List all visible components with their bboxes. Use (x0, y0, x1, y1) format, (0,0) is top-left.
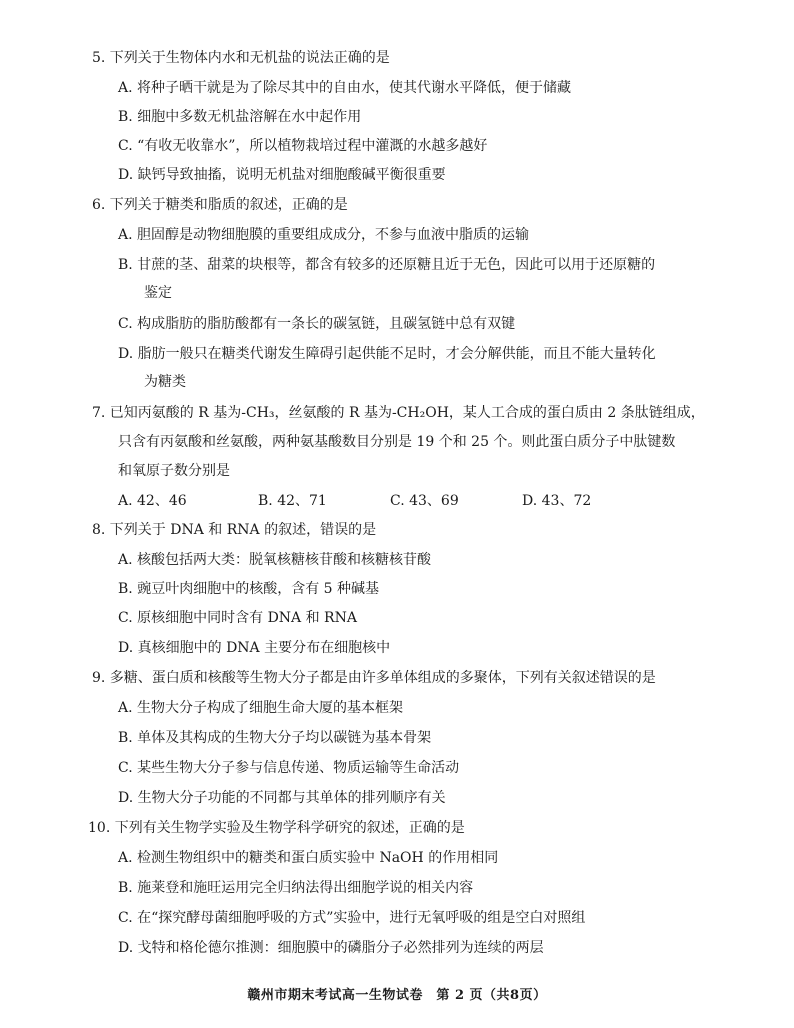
question-6-option-d: D. 脂肪一般只在糖类代谢发生障碍引起供能不足时，才会分解供能，而且不能大量转化 (118, 346, 656, 362)
question-7-option-a: A. 42、46 (118, 493, 187, 509)
page-footer: 赣州市期末考试高一生物试卷 第 2 页（共8页） (247, 988, 547, 1003)
question-7-option-c: C. 43、69 (390, 493, 459, 509)
question-8-option-c: C. 原核细胞中同时含有 DNA 和 RNA (118, 610, 357, 626)
question-5-stem: 5. 下列关于生物体内水和无机盐的说法正确的是 (92, 50, 390, 66)
question-10-option-c: C. 在“探究酵母菌细胞呼吸的方式”实验中，进行无氧呼吸的组是空白对照组 (118, 910, 586, 926)
question-10-option-d: D. 戈特和格伦德尔推测：细胞膜中的磷脂分子必然排列为连续的两层 (118, 940, 544, 956)
question-10-option-a: A. 检测生物组织中的糖类和蛋白质实验中 NaOH 的作用相同 (118, 850, 499, 866)
question-9-stem: 9. 多糖、蛋白质和核酸等生物大分子都是由许多单体组成的多聚体，下列有关叙述错误的是 (92, 670, 656, 686)
question-9-option-a: A. 生物大分子构成了细胞生命大厦的基本框架 (118, 700, 404, 716)
question-5-option-d: D. 缺钙导致抽搐，说明无机盐对细胞酸碱平衡很重要 (118, 167, 446, 183)
question-10-stem: 10. 下列有关生物学实验及生物学科学研究的叙述，正确的是 (88, 820, 465, 836)
question-5-option-c: C. “有收无收靠水”，所以植物栽培过程中灌溉的水越多越好 (118, 138, 488, 154)
question-10-option-b: B. 施莱登和施旺运用完全归纳法得出细胞学说的相关内容 (118, 880, 474, 896)
question-9-option-b: B. 单体及其构成的生物大分子均以碳链为基本骨架 (118, 730, 432, 746)
question-8-stem: 8. 下列关于 DNA 和 RNA 的叙述，错误的是 (92, 522, 377, 538)
question-6-option-c: C. 构成脂肪的脂肪酸都有一条长的碳氢链，且碳氢链中总有双键 (118, 316, 516, 332)
question-6-option-b: B. 甘蔗的茎、甜菜的块根等，都含有较多的还原糖且近于无色，因此可以用于还原糖的 (118, 257, 656, 273)
question-7-option-d: D. 43、72 (522, 493, 592, 509)
question-7-stem: 7. 已知丙氨酸的 R 基为-CH₃，丝氨酸的 R 基为-CH₂OH，某人工合成的蛋白质由 2 条肽链组成， (92, 405, 705, 421)
question-7-stem-cont-2: 和氧原子数分别是 (118, 463, 230, 479)
question-8-option-b: B. 豌豆叶肉细胞中的核酸，含有 5 种碱基 (118, 581, 379, 597)
question-9-option-d: D. 生物大分子功能的不同都与其单体的排列顺序有关 (118, 790, 446, 806)
question-6-option-b-cont: 鉴定 (144, 285, 172, 301)
question-6-option-d-cont: 为糖类 (144, 374, 186, 390)
question-6-option-a: A. 胆固醇是动物细胞膜的重要组成成分，不参与血液中脂质的运输 (118, 227, 530, 243)
question-5-option-b: B. 细胞中多数无机盐溶解在水中起作用 (118, 109, 362, 125)
question-5-option-a: A. 将种子晒干就是为了除尽其中的自由水，使其代谢水平降低，便于储藏 (118, 80, 572, 96)
question-9-option-c: C. 某些生物大分子参与信息传递、物质运输等生命活动 (118, 760, 460, 776)
question-7-stem-cont-1: 只含有丙氨酸和丝氨酸，两种氨基酸数目分别是 19 个和 25 个。则此蛋白质分子中肽键数 (118, 434, 676, 450)
question-7-option-b: B. 42、71 (258, 493, 327, 509)
question-6-stem: 6. 下列关于糖类和脂质的叙述，正确的是 (92, 197, 348, 213)
question-8-option-a: A. 核酸包括两大类：脱氧核糖核苷酸和核糖核苷酸 (118, 552, 432, 568)
question-8-option-d: D. 真核细胞中的 DNA 主要分布在细胞核中 (118, 640, 391, 656)
